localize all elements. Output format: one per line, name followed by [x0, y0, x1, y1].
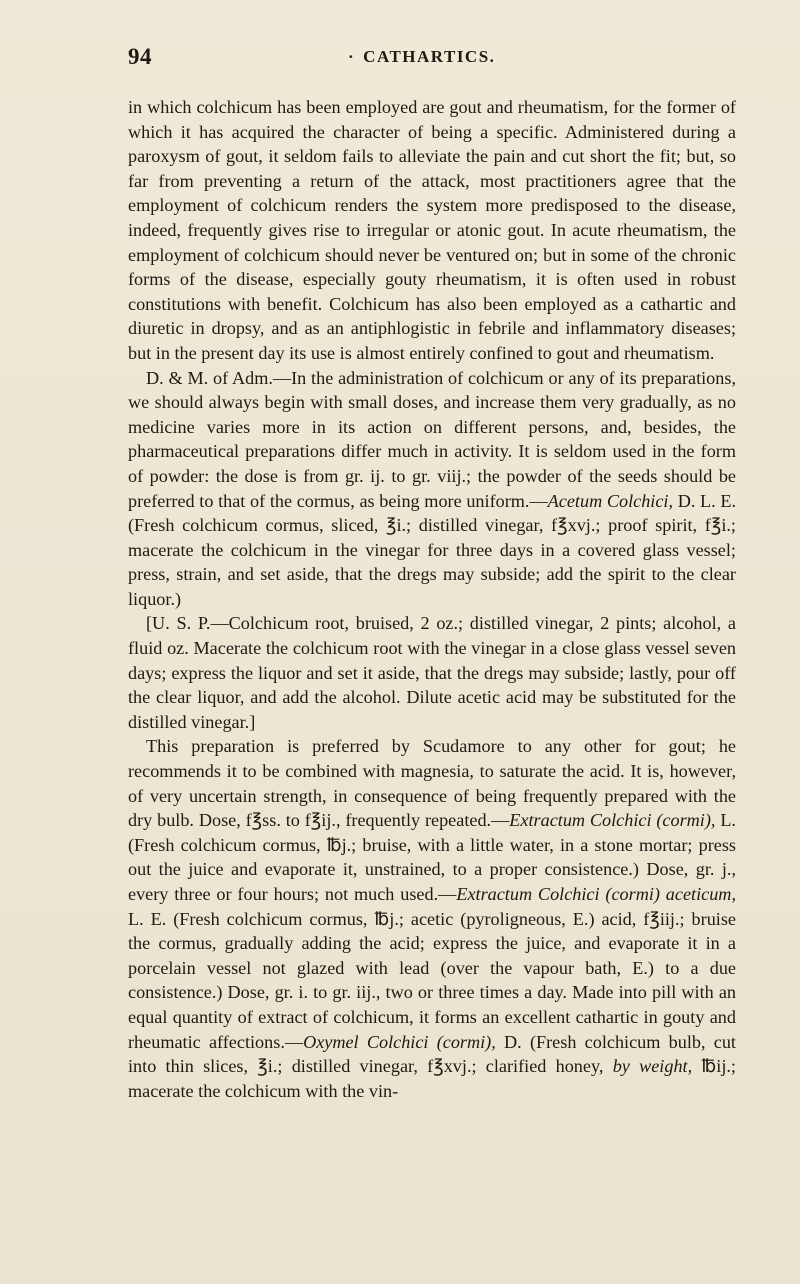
text-segment: [U. S. P.—Colchicum root, bruised, 2 oz.; distilled vinegar, 2 pints; alcohol, a fluid oz. Macerate the colchicum root with the vinegar in a close glass vessel seven days; express the liquor and set it aside, that the dregs may subside; lastly, pour off the clear liquor, and add the alcohol. Dilute acetic acid may be substituted for the distilled vinegar.]	[128, 613, 736, 732]
page-header	[128, 44, 748, 74]
paragraph	[128, 734, 736, 1103]
italic-text: Extractum Colchici (cormi) aceticum,	[456, 884, 736, 904]
paragraph	[128, 366, 736, 612]
header-dot: ·	[348, 47, 356, 66]
italic-text: Extractum Colchici (cormi),	[509, 810, 716, 831]
text-segment: in which colchicum has been employed are gout and rheumatism, for the former of which it has acquired the character of being a specific. Administered during a paroxysm of gout, it seldom fails to alleviate the pain and cut short the fit; but, so far from preventing a return of the attack, most practitioners agree that the employment of colchicum renders the system more predisposed to the disease, indeed, frequently gives rise to irregular or atonic gout. In acute rheumatism, the employment of colchicum should never be ventured on; but in some of the chronic forms of the disease, especially gouty rheumatism, it is often used in robust constitutions with benefit. Colchicum has also been employed as a cathartic and diuretic in dropsy, and as an antiphlogistic in febrile and inflammatory diseases; but in the present day its use is almost entirely confined to gout and rheumatism.	[128, 97, 736, 363]
text-segment: D. (Fresh colchicum bulb, cut into thin slices, ℥i.; distilled vinegar, f℥xvj.; clarified honey,	[128, 1031, 736, 1077]
text-segment: This preparation is preferred by Scudamore to any other for gout; he recommends it to be combined with magnesia, to saturate the acid. It is, however, of very uncertain strength, in consequence of being frequently prepared with the dry bulb. Dose, f℥ss. to f℥ij., frequently repeated.—	[128, 736, 736, 831]
text-segment: L. E. (Fresh colchicum cormus, ℔j.; acetic (pyroligneous, E.) acid, f℥iij.; bruise the cormus, gradually adding the acid; express the juice, and evaporate it in a porcelain vessel not glazed with lead (over the vapour bath, E.) to a due consistence.) Dose, gr. i. to gr. iij., two or three times a day. Made into pill with an equal quantity of extract of colchicum, it forms an excellent cathartic in gouty and rheumatic affections.—	[128, 908, 736, 1052]
running-head	[348, 47, 495, 67]
italic-text: by weight,	[612, 1056, 693, 1077]
italic-text: Acetum Colchici,	[547, 490, 674, 511]
text-segment: D. & M. of Adm.—In the administration of colchicum or any of its preparations, we should always begin with small doses, and increase them very gradually, as no medicine varies more in its action on different persons, and, besides, the pharmaceutical preparations differ much in activity. It is seldom used in the form of powder: the dose is from gr. ij. to gr. viij.; the powder of the seeds should be preferred to that of the cormus, as being more uniform.—	[128, 367, 736, 511]
running-head-text: CATHARTICS.	[363, 47, 496, 66]
text-segment: L. (Fresh colchicum cormus, ℔j.; bruise, with a little water, in a stone mortar; press out the juice and evaporate it, unstrained, to a proper consistence.) Dose, gr. j., every three or four hours; not much used.—	[128, 810, 736, 904]
paragraph	[128, 611, 736, 734]
text-segment: ℔ij.; macerate the colchicum with the vin-	[128, 1056, 736, 1101]
body-text	[128, 95, 736, 1103]
page-number: 94	[128, 44, 152, 69]
text-segment: D. L. E. (Fresh colchicum cormus, sliced, ℥i.; distilled vinegar, f℥xvj.; proof spirit, f℥i.; macerate the colchicum in the vinegar for three days in a covered glass vessel; press, strain, and set aside, that the dregs may subside; add the spirit to the clear liquor.)	[128, 490, 737, 609]
italic-text: Oxymel Colchici (cormi),	[303, 1031, 496, 1052]
paragraph	[128, 95, 736, 366]
